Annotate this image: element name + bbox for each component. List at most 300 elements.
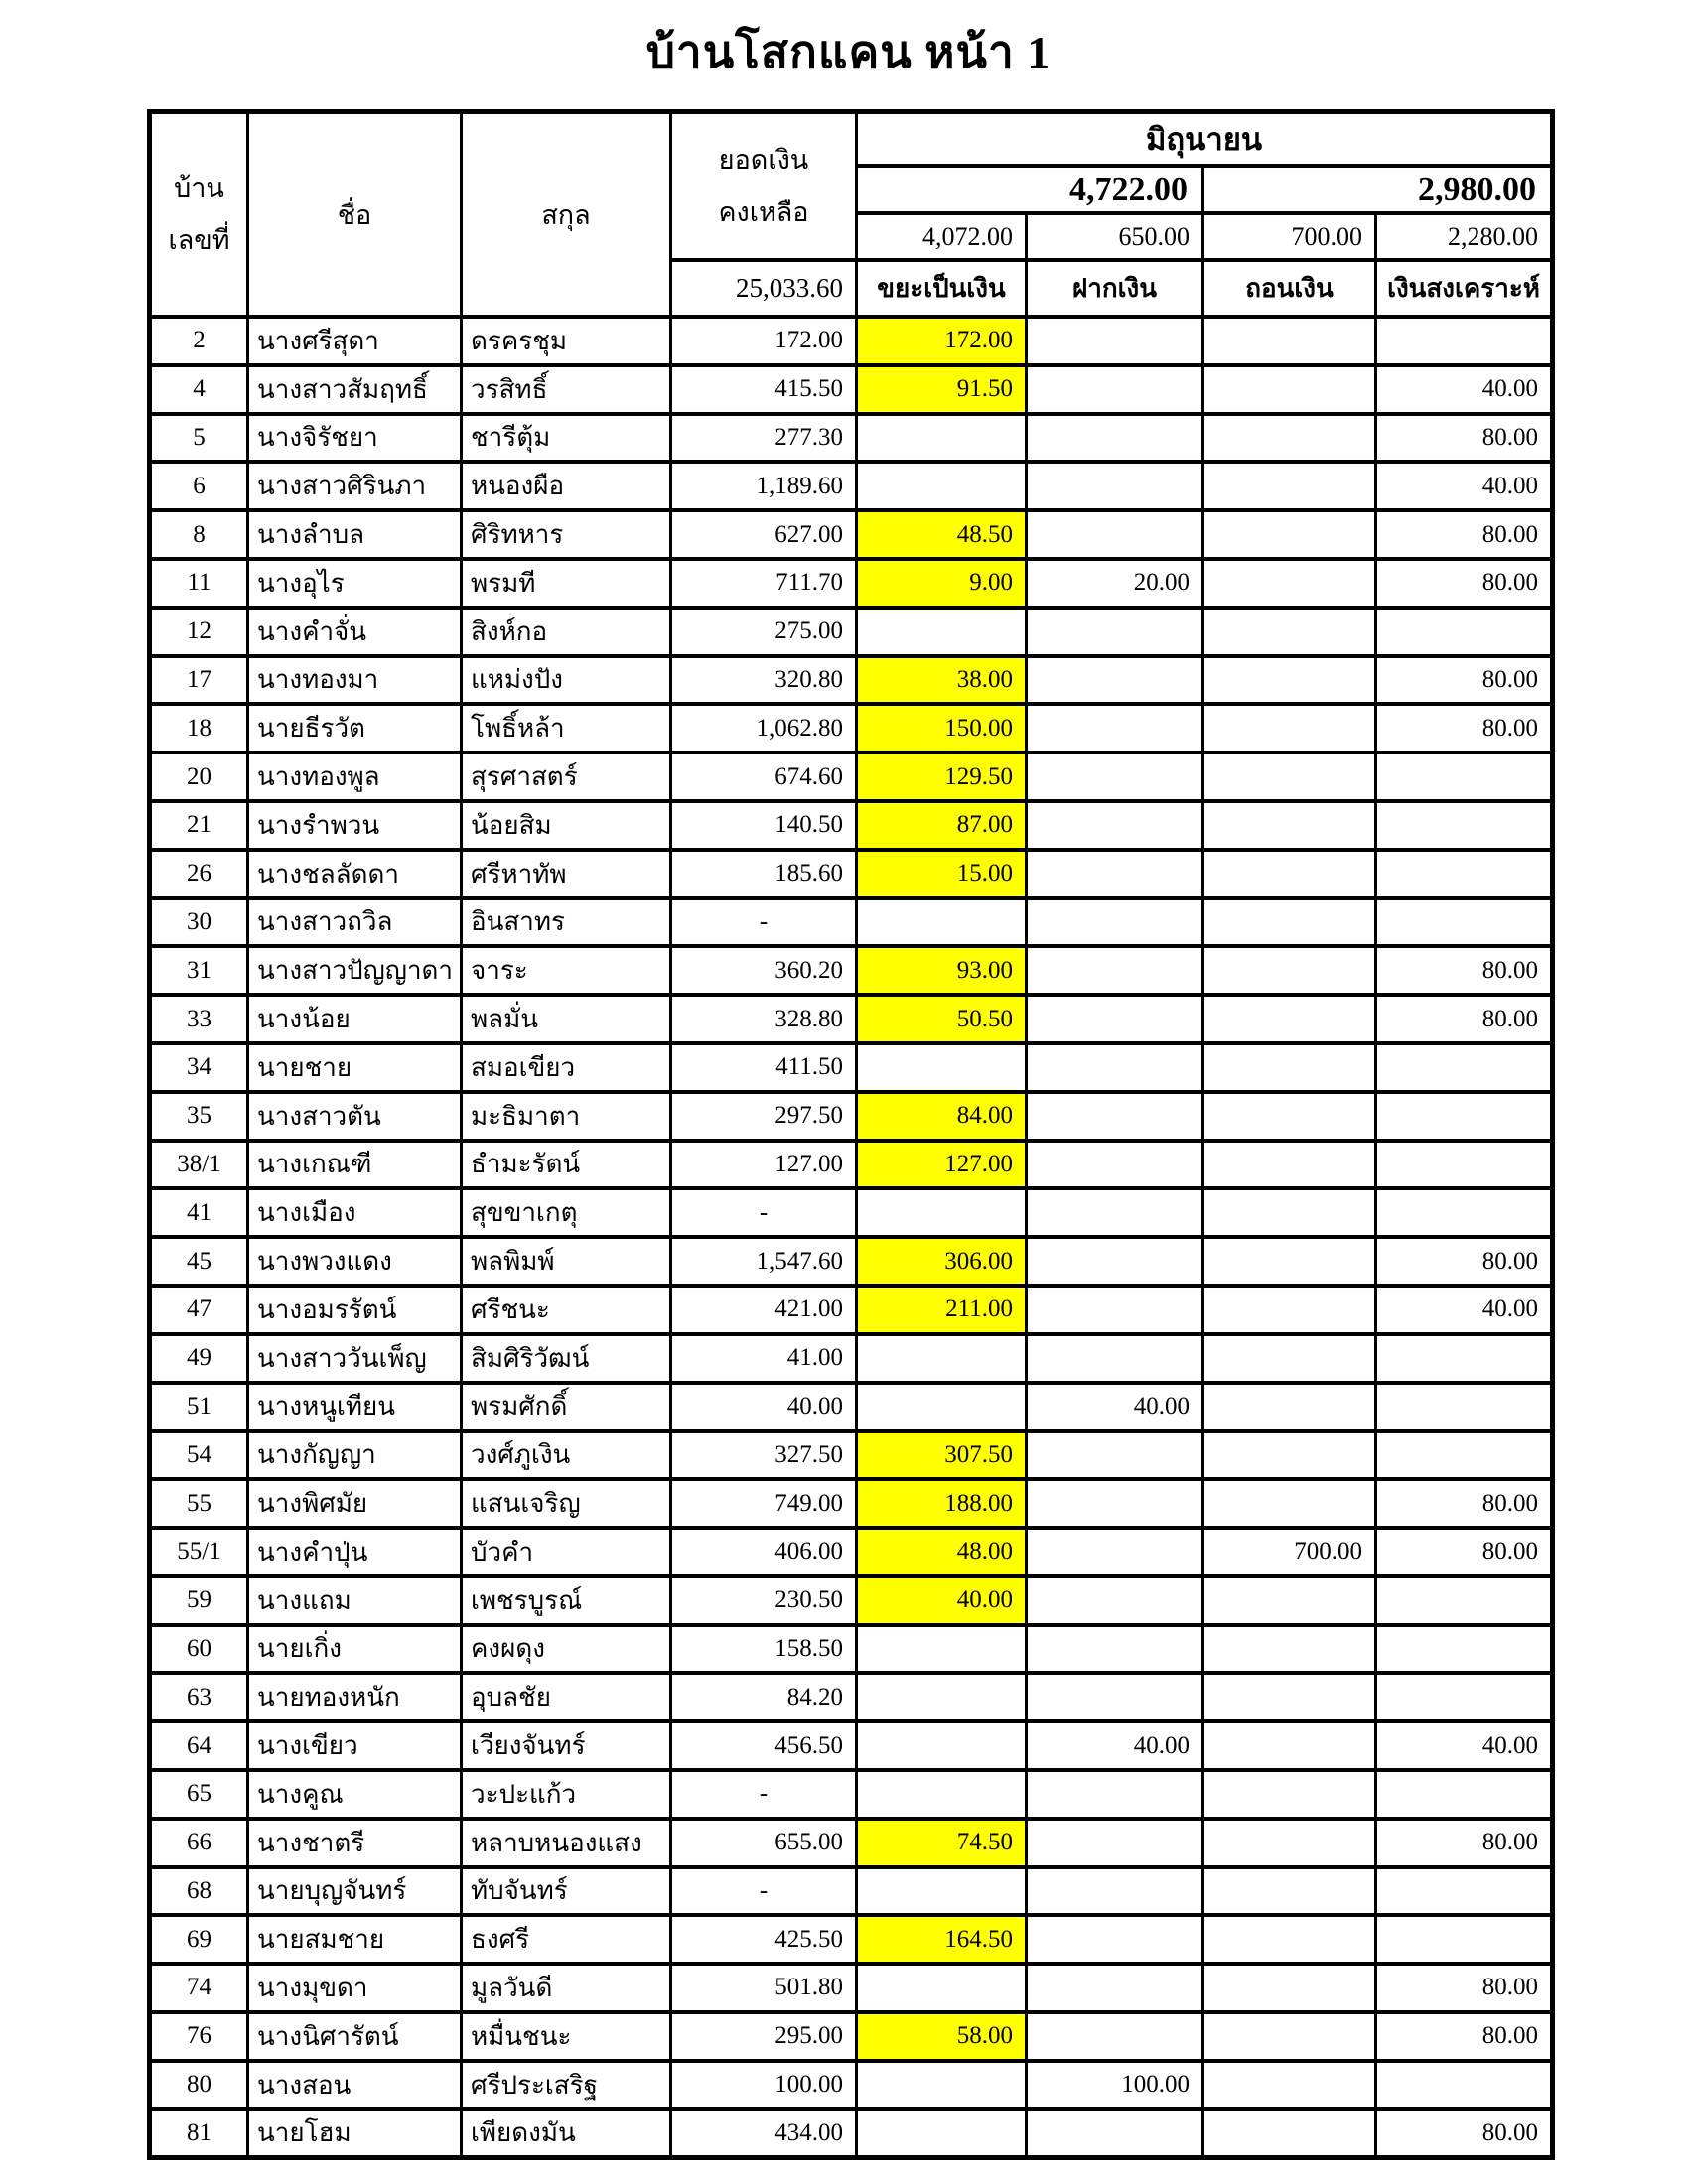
garbage-money-cell: 87.00 — [857, 801, 1027, 850]
table-row — [150, 1721, 1553, 1770]
balance-cell: 230.50 — [671, 1576, 857, 1625]
balance-cell: 749.00 — [671, 1479, 857, 1528]
balance-cell: 320.80 — [671, 656, 857, 705]
garbage-money-cell: 306.00 — [857, 1237, 1027, 1286]
header-withdraw: ถอนเงิน — [1203, 260, 1376, 317]
surname-cell: วะปะแก้ว — [462, 1770, 671, 1819]
balance-cell: 140.50 — [671, 801, 857, 850]
first-name-cell: นางอุไร — [248, 559, 462, 608]
garbage-money-cell — [857, 1188, 1027, 1237]
deposit-cell — [1027, 1625, 1203, 1674]
deposit-cell — [1027, 1915, 1203, 1964]
garbage-money-cell: 188.00 — [857, 1479, 1027, 1528]
table-row — [150, 801, 1553, 850]
house-no-cell: 55/1 — [150, 1528, 248, 1576]
table-row — [150, 608, 1553, 656]
balance-cell: 277.30 — [671, 414, 857, 463]
garbage-money-cell: 127.00 — [857, 1141, 1027, 1189]
first-name-cell: นางสาวสัมฤทธิ์ — [248, 365, 462, 414]
surname-cell: หมื่นชนะ — [462, 2012, 671, 2061]
table-row — [150, 1237, 1553, 1286]
welfare-cell: 40.00 — [1376, 365, 1553, 414]
surname-cell: พรมศักดิ์ — [462, 1383, 671, 1432]
house-no-cell: 59 — [150, 1576, 248, 1625]
first-name-cell: นางคำจั่น — [248, 608, 462, 656]
withdraw-cell — [1203, 1237, 1376, 1286]
column-total-garbage: 4,072.00 — [857, 213, 1027, 260]
table-row — [150, 1576, 1553, 1625]
house-no-cell: 38/1 — [150, 1141, 248, 1189]
welfare-cell: 40.00 — [1376, 462, 1553, 510]
first-name-cell: นางศรีสุดา — [248, 317, 462, 365]
table-row — [150, 462, 1553, 510]
balance-cell: 41.00 — [671, 1334, 857, 1383]
garbage-money-cell — [857, 1043, 1027, 1092]
garbage-money-cell — [857, 1770, 1027, 1819]
first-name-cell: นางชาตรี — [248, 1819, 462, 1867]
withdraw-cell — [1203, 2061, 1376, 2110]
welfare-cell — [1376, 1334, 1553, 1383]
withdraw-cell — [1203, 1286, 1376, 1334]
withdraw-cell — [1203, 1673, 1376, 1721]
surname-cell: จาระ — [462, 946, 671, 995]
garbage-money-cell: 164.50 — [857, 1915, 1027, 1964]
garbage-money-cell — [857, 1721, 1027, 1770]
withdraw-cell — [1203, 1770, 1376, 1819]
first-name-cell: นายโฮม — [248, 2109, 462, 2157]
balance-cell: 655.00 — [671, 1819, 857, 1867]
house-no-cell: 74 — [150, 1964, 248, 2012]
table-row — [150, 1043, 1553, 1092]
surname-cell: น้อยสิม — [462, 801, 671, 850]
balance-cell: 627.00 — [671, 510, 857, 559]
deposit-cell — [1027, 1819, 1203, 1867]
garbage-money-cell: 91.50 — [857, 365, 1027, 414]
surname-cell: ศิริทหาร — [462, 510, 671, 559]
deposit-cell — [1027, 1673, 1203, 1721]
first-name-cell: นางกัญญา — [248, 1431, 462, 1479]
balance-cell: 1,189.60 — [671, 462, 857, 510]
surname-cell: สิงห์กอ — [462, 608, 671, 656]
deposit-cell — [1027, 510, 1203, 559]
garbage-money-cell: 74.50 — [857, 1819, 1027, 1867]
house-no-cell: 17 — [150, 656, 248, 705]
garbage-money-cell — [857, 414, 1027, 463]
first-name-cell: นางเขียว — [248, 1721, 462, 1770]
deposit-cell — [1027, 462, 1203, 510]
welfare-cell: 80.00 — [1376, 2012, 1553, 2061]
deposit-cell — [1027, 1286, 1203, 1334]
deposit-cell — [1027, 752, 1203, 801]
table-row — [150, 656, 1553, 705]
table-row — [150, 1431, 1553, 1479]
welfare-cell — [1376, 1141, 1553, 1189]
balance-cell: 1,062.80 — [671, 704, 857, 752]
first-name-cell: นางนิศารัตน์ — [248, 2012, 462, 2061]
deposit-cell — [1027, 365, 1203, 414]
balance-cell: 185.60 — [671, 850, 857, 898]
welfare-cell — [1376, 898, 1553, 947]
table-row — [150, 1334, 1553, 1383]
column-total-welfare: 2,280.00 — [1376, 213, 1553, 260]
balance-cell: 406.00 — [671, 1528, 857, 1576]
balance-cell: 297.50 — [671, 1092, 857, 1141]
deposit-cell: 100.00 — [1027, 2061, 1203, 2110]
withdraw-cell — [1203, 1721, 1376, 1770]
house-no-cell: 41 — [150, 1188, 248, 1237]
house-no-cell: 65 — [150, 1770, 248, 1819]
surname-cell: บัวคำ — [462, 1528, 671, 1576]
surname-cell: มูลวันดี — [462, 1964, 671, 2012]
surname-cell: พลมั่น — [462, 995, 671, 1043]
table-row — [150, 704, 1553, 752]
balance-cell: 295.00 — [671, 2012, 857, 2061]
welfare-cell: 80.00 — [1376, 946, 1553, 995]
garbage-money-cell — [857, 462, 1027, 510]
table-row — [150, 1528, 1553, 1576]
surname-cell: สุขขาเกตุ — [462, 1188, 671, 1237]
first-name-cell: นางแถม — [248, 1576, 462, 1625]
house-no-cell: 20 — [150, 752, 248, 801]
welfare-cell — [1376, 1915, 1553, 1964]
group-total-left: 4,722.00 — [857, 166, 1203, 213]
balance-cell: - — [671, 1770, 857, 1819]
house-no-cell: 11 — [150, 559, 248, 608]
withdraw-cell — [1203, 1625, 1376, 1674]
surname-cell: ชารีตุ้ม — [462, 414, 671, 463]
first-name-cell: นางสาวถวิล — [248, 898, 462, 947]
surname-cell: อุบลชัย — [462, 1673, 671, 1721]
surname-cell: เพชรบูรณ์ — [462, 1576, 671, 1625]
table-row — [150, 1286, 1553, 1334]
welfare-cell — [1376, 1673, 1553, 1721]
deposit-cell — [1027, 1576, 1203, 1625]
column-total-withdraw: 700.00 — [1203, 213, 1376, 260]
garbage-money-cell: 58.00 — [857, 2012, 1027, 2061]
house-no-cell: 80 — [150, 2061, 248, 2110]
first-name-cell: นางเกณฑี — [248, 1141, 462, 1189]
first-name-cell: นางหนูเทียน — [248, 1383, 462, 1432]
balance-cell: 360.20 — [671, 946, 857, 995]
welfare-cell — [1376, 1043, 1553, 1092]
first-name-cell: นางน้อย — [248, 995, 462, 1043]
header-month: มิถุนายน — [857, 112, 1553, 167]
house-no-cell: 35 — [150, 1092, 248, 1141]
welfare-cell: 80.00 — [1376, 1964, 1553, 2012]
table-row — [150, 510, 1553, 559]
withdraw-cell — [1203, 656, 1376, 705]
house-no-cell: 33 — [150, 995, 248, 1043]
first-name-cell: นายธีรวัต — [248, 704, 462, 752]
balance-cell: 275.00 — [671, 608, 857, 656]
table-row — [150, 2012, 1553, 2061]
surname-cell: ดรครชุม — [462, 317, 671, 365]
garbage-money-cell — [857, 1867, 1027, 1916]
surname-cell: แสนเจริญ — [462, 1479, 671, 1528]
table-row — [150, 946, 1553, 995]
withdraw-cell — [1203, 1964, 1376, 2012]
withdraw-cell — [1203, 898, 1376, 947]
surname-cell: เวียงจันทร์ — [462, 1721, 671, 1770]
surname-cell: คงผดุง — [462, 1625, 671, 1674]
house-no-cell: 47 — [150, 1286, 248, 1334]
garbage-money-cell — [857, 2109, 1027, 2157]
surname-cell: มะธิมาตา — [462, 1092, 671, 1141]
deposit-cell — [1027, 1479, 1203, 1528]
balance-cell: - — [671, 898, 857, 947]
ledger-table — [147, 109, 1555, 2160]
withdraw-cell — [1203, 704, 1376, 752]
welfare-cell: 80.00 — [1376, 995, 1553, 1043]
header-balance-line1: ยอดเงิน — [718, 144, 809, 175]
header-house-no-line2: เลขที่ — [168, 225, 230, 255]
first-name-cell: นายบุญจันทร์ — [248, 1867, 462, 1916]
withdraw-cell — [1203, 1867, 1376, 1916]
house-no-cell: 2 — [150, 317, 248, 365]
welfare-cell — [1376, 1092, 1553, 1141]
welfare-cell — [1376, 850, 1553, 898]
house-no-cell: 66 — [150, 1819, 248, 1867]
welfare-cell — [1376, 1188, 1553, 1237]
garbage-money-cell — [857, 1625, 1027, 1674]
balance-cell: 415.50 — [671, 365, 857, 414]
withdraw-cell — [1203, 1576, 1376, 1625]
first-name-cell: นายชาย — [248, 1043, 462, 1092]
house-no-cell: 6 — [150, 462, 248, 510]
welfare-cell — [1376, 1431, 1553, 1479]
deposit-cell — [1027, 1431, 1203, 1479]
header-deposit: ฝากเงิน — [1027, 260, 1203, 317]
welfare-cell: 80.00 — [1376, 510, 1553, 559]
welfare-cell — [1376, 317, 1553, 365]
balance-cell: 674.60 — [671, 752, 857, 801]
balance-cell: 411.50 — [671, 1043, 857, 1092]
first-name-cell: นางพวงแดง — [248, 1237, 462, 1286]
deposit-cell — [1027, 317, 1203, 365]
house-no-cell: 60 — [150, 1625, 248, 1674]
house-no-cell: 5 — [150, 414, 248, 463]
garbage-money-cell: 15.00 — [857, 850, 1027, 898]
group-total-right: 2,980.00 — [1203, 166, 1553, 213]
deposit-cell — [1027, 608, 1203, 656]
deposit-cell — [1027, 1770, 1203, 1819]
first-name-cell: นายทองหนัก — [248, 1673, 462, 1721]
surname-cell: ธงศรี — [462, 1915, 671, 1964]
deposit-cell — [1027, 656, 1203, 705]
garbage-money-cell: 172.00 — [857, 317, 1027, 365]
withdraw-cell — [1203, 414, 1376, 463]
deposit-cell: 20.00 — [1027, 559, 1203, 608]
house-no-cell: 68 — [150, 1867, 248, 1916]
balance-cell: 158.50 — [671, 1625, 857, 1674]
surname-cell: แหม่งปัง — [462, 656, 671, 705]
house-no-cell: 55 — [150, 1479, 248, 1528]
balance-cell: 425.50 — [671, 1915, 857, 1964]
table-row — [150, 1383, 1553, 1432]
house-no-cell: 45 — [150, 1237, 248, 1286]
table-row — [150, 1964, 1553, 2012]
balance-cell: 421.00 — [671, 1286, 857, 1334]
table-row — [150, 1673, 1553, 1721]
table-row — [150, 1479, 1553, 1528]
house-no-cell: 81 — [150, 2109, 248, 2157]
surname-cell: พลพิมพ์ — [462, 1237, 671, 1286]
withdraw-cell — [1203, 995, 1376, 1043]
withdraw-cell: 700.00 — [1203, 1528, 1376, 1576]
welfare-cell: 80.00 — [1376, 656, 1553, 705]
welfare-cell — [1376, 2061, 1553, 2110]
balance-cell: 1,547.60 — [671, 1237, 857, 1286]
table-row — [150, 1819, 1553, 1867]
balance-cell: 127.00 — [671, 1141, 857, 1189]
deposit-cell — [1027, 801, 1203, 850]
balance-cell: 100.00 — [671, 2061, 857, 2110]
header-first-name-label: ชื่อ — [337, 200, 372, 230]
header-row-month — [150, 112, 1553, 167]
welfare-cell: 40.00 — [1376, 1286, 1553, 1334]
table-row — [150, 317, 1553, 365]
surname-cell: วรสิทธิ์ — [462, 365, 671, 414]
welfare-cell — [1376, 1625, 1553, 1674]
balance-cell: 711.70 — [671, 559, 857, 608]
header-first-name — [248, 112, 462, 318]
surname-cell: ทับจันทร์ — [462, 1867, 671, 1916]
welfare-cell: 80.00 — [1376, 559, 1553, 608]
garbage-money-cell: 48.50 — [857, 510, 1027, 559]
withdraw-cell — [1203, 1819, 1376, 1867]
deposit-cell — [1027, 1528, 1203, 1576]
garbage-money-cell: 38.00 — [857, 656, 1027, 705]
table-row — [150, 1092, 1553, 1141]
house-no-cell: 18 — [150, 704, 248, 752]
table-row — [150, 559, 1553, 608]
column-total-deposit: 650.00 — [1027, 213, 1203, 260]
welfare-cell: 80.00 — [1376, 704, 1553, 752]
table-row — [150, 1867, 1553, 1916]
deposit-cell — [1027, 995, 1203, 1043]
garbage-money-cell — [857, 898, 1027, 947]
welfare-cell: 80.00 — [1376, 414, 1553, 463]
withdraw-cell — [1203, 1188, 1376, 1237]
garbage-money-cell — [857, 1964, 1027, 2012]
house-no-cell: 8 — [150, 510, 248, 559]
welfare-cell: 80.00 — [1376, 1528, 1553, 1576]
withdraw-cell — [1203, 608, 1376, 656]
welfare-cell: 80.00 — [1376, 1237, 1553, 1286]
table-row — [150, 414, 1553, 463]
house-no-cell: 31 — [150, 946, 248, 995]
deposit-cell — [1027, 850, 1203, 898]
first-name-cell: นางสอน — [248, 2061, 462, 2110]
balance-cell: - — [671, 1867, 857, 1916]
first-name-cell: นางสาววันเพ็ญ — [248, 1334, 462, 1383]
garbage-money-cell: 307.50 — [857, 1431, 1027, 1479]
garbage-money-cell: 211.00 — [857, 1286, 1027, 1334]
withdraw-cell — [1203, 1092, 1376, 1141]
garbage-money-cell: 93.00 — [857, 946, 1027, 995]
deposit-cell — [1027, 1237, 1203, 1286]
garbage-money-cell: 40.00 — [857, 1576, 1027, 1625]
table-row — [150, 2109, 1553, 2157]
surname-cell: ธำมะรัตน์ — [462, 1141, 671, 1189]
first-name-cell: นางอมรรัตน์ — [248, 1286, 462, 1334]
house-no-cell: 26 — [150, 850, 248, 898]
table-row — [150, 898, 1553, 947]
first-name-cell: นางคูณ — [248, 1770, 462, 1819]
balance-cell: - — [671, 1188, 857, 1237]
balance-cell: 328.80 — [671, 995, 857, 1043]
table-row — [150, 995, 1553, 1043]
balance-cell: 501.80 — [671, 1964, 857, 2012]
welfare-cell: 80.00 — [1376, 1819, 1553, 1867]
header-garbage-money: ขยะเป็นเงิน — [857, 260, 1027, 317]
deposit-cell — [1027, 1141, 1203, 1189]
surname-cell: สิมศิริวัฒน์ — [462, 1334, 671, 1383]
garbage-money-cell: 50.50 — [857, 995, 1027, 1043]
withdraw-cell — [1203, 1431, 1376, 1479]
garbage-money-cell: 129.50 — [857, 752, 1027, 801]
header-welfare: เงินสงเคราะห์ — [1376, 260, 1553, 317]
header-balance — [671, 112, 857, 261]
welfare-cell: 80.00 — [1376, 2109, 1553, 2157]
first-name-cell: นางพิศมัย — [248, 1479, 462, 1528]
first-name-cell: นายเกิ่ง — [248, 1625, 462, 1674]
balance-cell: 172.00 — [671, 317, 857, 365]
first-name-cell: นางสาวศิรินภา — [248, 462, 462, 510]
house-no-cell: 4 — [150, 365, 248, 414]
deposit-cell — [1027, 414, 1203, 463]
surname-cell: วงศ์ภูเงิน — [462, 1431, 671, 1479]
surname-cell: ศรีประเสริฐ — [462, 2061, 671, 2110]
welfare-cell — [1376, 1383, 1553, 1432]
deposit-cell — [1027, 1092, 1203, 1141]
first-name-cell: นางชลลัดดา — [248, 850, 462, 898]
withdraw-cell — [1203, 752, 1376, 801]
balance-cell: 84.20 — [671, 1673, 857, 1721]
house-no-cell: 51 — [150, 1383, 248, 1432]
header-surname-label: สกุล — [541, 200, 591, 230]
deposit-cell — [1027, 2109, 1203, 2157]
surname-cell: หลาบหนองแสง — [462, 1819, 671, 1867]
withdraw-cell — [1203, 462, 1376, 510]
surname-cell: สุรศาสตร์ — [462, 752, 671, 801]
house-no-cell: 76 — [150, 2012, 248, 2061]
table-row — [150, 1915, 1553, 1964]
withdraw-cell — [1203, 1915, 1376, 1964]
deposit-cell — [1027, 946, 1203, 995]
balance-cell: 327.50 — [671, 1431, 857, 1479]
withdraw-cell — [1203, 510, 1376, 559]
first-name-cell: นางสาวปัญญาดา — [248, 946, 462, 995]
house-no-cell: 63 — [150, 1673, 248, 1721]
header-house-no — [150, 112, 248, 318]
surname-cell: เพียดงมัน — [462, 2109, 671, 2157]
surname-cell: อินสาทร — [462, 898, 671, 947]
surname-cell: พรมที — [462, 559, 671, 608]
balance-cell: 40.00 — [671, 1383, 857, 1432]
welfare-cell — [1376, 1576, 1553, 1625]
balance-cell: 434.00 — [671, 2109, 857, 2157]
first-name-cell: นางมุขดา — [248, 1964, 462, 2012]
surname-cell: โพธิ์หล้า — [462, 704, 671, 752]
garbage-money-cell — [857, 1383, 1027, 1432]
welfare-cell — [1376, 1770, 1553, 1819]
house-no-cell: 12 — [150, 608, 248, 656]
table-row — [150, 1141, 1553, 1189]
garbage-money-cell — [857, 2061, 1027, 2110]
first-name-cell: นางคำปุ่น — [248, 1528, 462, 1576]
deposit-cell — [1027, 1334, 1203, 1383]
